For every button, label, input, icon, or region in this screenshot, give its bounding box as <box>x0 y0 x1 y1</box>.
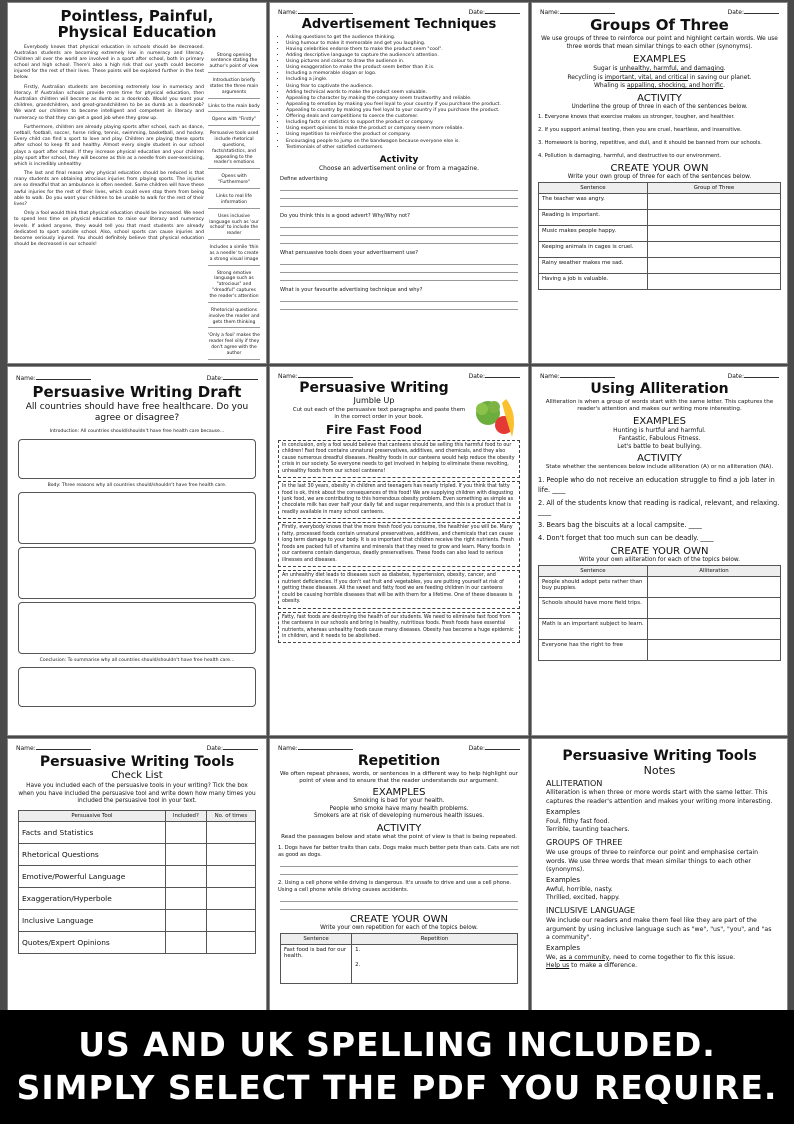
activity-title: ACTIVITY <box>637 92 682 104</box>
body-box-1[interactable] <box>18 492 256 544</box>
paragraph-strips <box>270 440 528 644</box>
name-field[interactable] <box>298 377 353 378</box>
sentence-1: 1. People who do not receive an education struggle to find a job later in life. ____ <box>538 476 775 494</box>
examples-title: EXAMPLES <box>372 787 426 799</box>
table-row <box>539 257 781 273</box>
text-heading: Fire Fast Food <box>326 422 422 437</box>
section-heading: GROUPS OF THREE <box>546 838 623 848</box>
intro-text: We use groups of three to reinforce our point and highlight certain words. We use three words that mean similar things to each other (synonyms). <box>541 35 778 50</box>
list-item: • Using expert opinions to make the product or company seem more reliable. <box>286 126 528 132</box>
list-item: • Having celebrities endorse them to make the product seem "cool". <box>286 47 528 53</box>
name-label: Name: <box>16 745 36 752</box>
date-label: Date: <box>206 745 223 752</box>
name-field[interactable] <box>560 377 615 378</box>
times-field[interactable] <box>206 844 255 866</box>
column-header: Persuasive Tool <box>19 811 166 822</box>
list-item: • Using pictures and colour to draw the audience in. <box>286 59 528 65</box>
margin-note: Links to the main body <box>208 104 260 113</box>
times-field[interactable] <box>206 932 255 954</box>
answer-cell[interactable] <box>647 225 780 241</box>
date-label: Date: <box>468 745 485 752</box>
example-3: Let's battle to beat bullying. <box>617 442 702 450</box>
example-text: . <box>723 82 725 90</box>
margin-note: Strong emotive language such as "atrocious" and "dreadful" captures the reader's attention <box>208 271 260 303</box>
page-title: Repetition <box>357 753 441 769</box>
table-cell: Math is an important subject to learn. <box>539 618 648 639</box>
promo-banner <box>0 1010 794 1124</box>
answer-cell[interactable] <box>647 257 780 273</box>
date-label: Date: <box>468 373 485 380</box>
page-title: Pointless, Painful, Physical Education <box>57 7 217 41</box>
answer-line[interactable] <box>280 273 518 281</box>
list-item: • Using fear to captivate the audience. <box>286 84 528 90</box>
answer-cell[interactable] <box>647 209 780 225</box>
times-field[interactable] <box>206 888 255 910</box>
list-item: • Testimonials of other satisfied customers. <box>286 145 528 151</box>
name-field[interactable] <box>36 379 91 380</box>
question-4: What is your favourite advertising technique and why? <box>280 286 423 293</box>
body-box-3[interactable] <box>18 602 256 654</box>
date-field[interactable] <box>485 749 520 750</box>
section-text: We include our readers and make them feel like they are part of the argument by using inclusive language such as "we", "us", "you", and "as a community". <box>546 917 772 941</box>
line-number: 2. <box>355 962 361 969</box>
answer-line[interactable] <box>280 902 518 910</box>
paragraph-strip[interactable]: Fatty, fast foods are destroying the health of our students. We need to eliminate fast food from the canteens in our schools and bring in healthy, nutritious foods. Fresh foods have essential nutrients, whereas unhealthy foods cause many diseases. Obesity has become a huge epidemic in children, and it needs to be abolished. <box>278 612 520 644</box>
list-item: • Including a jingle. <box>286 77 528 83</box>
name-date-bar <box>270 373 528 380</box>
answer-cell[interactable] <box>647 597 780 618</box>
page-subtitle: Notes <box>643 763 676 777</box>
intro-text: Alliteration is when a group of words start with the same letter. This captures the reader's attention and makes our writing more interesting. <box>545 398 774 413</box>
paragraph-strip[interactable]: In conclusion, only a fool would believe that canteens should be selling this harmful food to our children! Fast food contains unnatural preservatives, additives, and chemicals, and they also cause numerous dreadful diseases. Healthy foods in our canteens would help reduce the obesity crisis in our society. So everyone needs to get involved in helping to eliminate these revolting, unhealthy foods from our school canteens! <box>278 440 520 478</box>
example-2: People who smoke have many health problems. <box>329 805 469 812</box>
page-jumble-up <box>270 367 528 735</box>
answer-line[interactable] <box>280 859 518 867</box>
paragraph-strip[interactable]: Firstly, everybody knows that the more fresh food you consume, the healthier you will be. Many fatty, processed foods contain unnatural preservatives, additives, and chemicals that can cause long term damage to your body. It is so important that children receive the right nutrients. Fresh foods are packed full of vitamins and minerals that they need to grow and learn. Many foods in our canteens contain dangerous, deadly preservatives. These foods can also lead to serious illnesses and diseases. <box>278 522 520 567</box>
repetition-table <box>280 933 518 984</box>
conclusion-label: Conclusion: To summarise why all countries should/shouldn't have free health care... <box>39 657 235 663</box>
table-row <box>539 576 781 597</box>
section-text: We use groups of three to reinforce our point and emphasise certain words. We use three words that mean similar things to each other (synonyms). <box>546 849 759 873</box>
paragraph: Firstly, Australian students are becoming extremely low in numeracy and literacy. If Australian schools provide more time for physical education, then Australian children will become as dumb as a doorknob. Would you want your children, grandchildren, and great-grandchildren to be as dumb as a doorknob? We want our children to become intelligent and competent in literacy and numeracy so that they can get a good job when they grow up. <box>14 84 204 121</box>
name-field[interactable] <box>560 13 615 14</box>
example-text: Whaling is <box>594 82 627 90</box>
table-cell: The teacher was angry. <box>539 193 648 209</box>
intro-label: Introduction: All countries should/shouldn't have free health care because... <box>49 429 225 435</box>
table-row <box>19 866 256 888</box>
examples-label: Examples <box>546 808 581 817</box>
example-underlined: important, vital, and critical <box>604 73 689 81</box>
table-cell: Exaggeration/Hyperbole <box>19 888 166 910</box>
table-row <box>19 932 256 954</box>
example: Terrible, taunting teachers. <box>546 826 630 833</box>
intro-box[interactable] <box>18 439 256 479</box>
intro-text: Have you included each of the persuasive tools in your writing? Tick the box when you have included the persuasive tool and write down how many times you included the persuasive tool in your text. <box>18 782 256 805</box>
examples-label: Examples <box>546 876 581 885</box>
times-field[interactable] <box>206 910 255 932</box>
answer-line[interactable] <box>280 236 518 244</box>
conclusion-box[interactable] <box>18 667 256 707</box>
name-label: Name: <box>540 373 560 380</box>
answer-line[interactable] <box>280 867 518 875</box>
page-subtitle: Check List <box>111 769 163 781</box>
name-date-bar <box>270 9 528 16</box>
example-text: Recycling is <box>567 73 605 81</box>
margin-note: Rhetorical questions involve the reader and gets them thinking <box>208 308 260 329</box>
section-text: Alliteration is when three or more words start with the same letter. This captures the reader's attention and makes your writing more interesting. <box>546 789 773 805</box>
answer-cell[interactable] <box>352 945 518 984</box>
group-of-three-table <box>538 182 781 290</box>
name-date-bar <box>8 745 266 752</box>
answer-cell[interactable] <box>647 639 780 660</box>
date-label: Date: <box>206 375 223 382</box>
name-label: Name: <box>16 375 36 382</box>
list-item: • Using humour to make it memorable and get you laughing. <box>286 41 528 47</box>
table-cell: Fast food is bad for our health. <box>281 945 352 984</box>
margin-note: 'Only a fool' makes the reader feel silly if they don't agree with the author <box>208 333 260 359</box>
instructions: Cut out each of the persuasive text paragraphs and paste them in the correct order in your book. <box>292 406 466 420</box>
list-item: • Using repetition to reinforce the product or company. <box>286 132 528 138</box>
table-row <box>539 597 781 618</box>
name-date-bar <box>532 373 787 380</box>
answer-line[interactable] <box>280 257 518 265</box>
included-checkbox[interactable] <box>165 822 206 844</box>
answer-line[interactable] <box>280 265 518 273</box>
page-advertisement-techniques <box>270 3 528 363</box>
table-row <box>539 193 781 209</box>
date-label: Date: <box>727 9 744 16</box>
column-header: Sentence <box>539 182 648 193</box>
table-row <box>19 822 256 844</box>
margin-note: Links to real life information <box>208 194 260 209</box>
example: Thrilled, excited, happy. <box>546 894 620 902</box>
section-heading: ALLITERATION <box>546 778 603 788</box>
page-subtitle: Jumble Up <box>353 395 395 405</box>
margin-note: Persuasive tools used include rhetorical questions, facts/statistics, and appealing to the reader's emotions <box>208 131 260 169</box>
example-underlined: Help us <box>546 962 570 970</box>
answer-cell[interactable] <box>647 241 780 257</box>
table-row <box>539 273 781 289</box>
margin-notes <box>208 53 260 364</box>
name-field[interactable] <box>298 749 353 750</box>
page-title: Persuasive Writing Draft <box>32 383 242 401</box>
create-text: Write your own group of three for each of the sentences below. <box>567 173 752 180</box>
activity-title: Activity <box>379 154 419 165</box>
example-2: Fantastic, Fabulous Fitness. <box>618 434 701 442</box>
examples-title: EXAMPLES <box>633 415 686 427</box>
answer-cell[interactable] <box>647 273 780 289</box>
column-header: Sentence <box>539 565 648 576</box>
table-row <box>539 241 781 257</box>
table-cell: Keeping animals in cages is cruel. <box>539 241 648 257</box>
list-item: • Appealing to emotion by making you feel loyal to your country if you purchase the product. <box>286 102 528 108</box>
answer-line[interactable] <box>280 191 518 199</box>
table-cell: Inclusive Language <box>19 910 166 932</box>
answer-line[interactable] <box>280 302 518 310</box>
example: Awful, horrible, nasty. <box>546 885 613 893</box>
create-text: Write your own alliteration for each of the topics below. <box>579 556 740 563</box>
examples-title: EXAMPLES <box>633 54 686 66</box>
table-row <box>539 639 781 660</box>
section-heading: INCLUSIVE LANGUAGE <box>546 906 636 916</box>
list-item: • Offering deals and competitions to coerce the customer. <box>286 114 528 120</box>
table-row <box>539 618 781 639</box>
vegetables-icon <box>472 393 522 443</box>
answer-line[interactable] <box>280 228 518 236</box>
sentence-2: 2. If you support animal testing, then you are cruel, heartless, and insensitive. <box>538 126 742 133</box>
page-title: Groups Of Three <box>590 16 729 34</box>
table-cell: Rainy weather makes me sad. <box>539 257 648 273</box>
question-2: Do you think this is a good advert? Why/Why not? <box>280 212 410 219</box>
examples-label: Examples <box>546 944 581 953</box>
activity-title: ACTIVITY <box>376 822 422 834</box>
list-item: • Using exaggeration to make the product seem better than it is. <box>286 65 528 71</box>
example-1: Smoking is bad for your health. <box>353 798 445 805</box>
alliteration-table <box>538 565 781 661</box>
example-1: Hunting is hurtful and harmful. <box>613 426 706 434</box>
page-title: Persuasive Writing Tools <box>39 754 235 770</box>
page-title: Persuasive Writing <box>299 380 449 396</box>
prompt: All countries should have free healthcare. Do you agree or disagree? <box>25 401 249 423</box>
date-field[interactable] <box>485 377 520 378</box>
name-label: Name: <box>278 373 298 380</box>
answer-line[interactable] <box>280 183 518 191</box>
included-checkbox[interactable] <box>165 866 206 888</box>
example-underlined: as a community <box>559 953 610 961</box>
paragraph: Furthermore, children are already playing sports after school, such as dance, netball, football, soccer, horse riding, tennis, swimming, basketball, and hockey. Every child can find a sport to love and play. Children are playing these sports after school to keep fit and healthy. Almost every single student in our school plays a sport after school. If they increase physical education and your children play sport after school, they will become as thin as a needle from over-exercising, which is incredibly unhealthy. <box>14 124 204 167</box>
page-persuasive-draft <box>8 367 266 735</box>
margin-note: Uses inclusive language such as 'our school' to include the reader <box>208 214 260 240</box>
page-repetition <box>270 739 528 1019</box>
date-field[interactable] <box>223 749 258 750</box>
example-2 <box>532 74 787 82</box>
list-item: • Adding technical words to make the product seem valuable. <box>286 90 528 96</box>
page-title: Persuasive Writing Tools <box>562 748 757 764</box>
name-label: Name: <box>540 9 560 16</box>
table-cell: Reading is important. <box>539 209 648 225</box>
times-field[interactable] <box>206 866 255 888</box>
name-field[interactable] <box>36 749 91 750</box>
table-cell: Emotive/Powerful Language <box>19 866 166 888</box>
line-number: 1. <box>355 947 361 954</box>
answer-cell[interactable] <box>647 618 780 639</box>
table-row <box>539 225 781 241</box>
margin-note: Opens with "Firstly" <box>208 117 260 126</box>
name-date-bar <box>532 9 787 16</box>
activity-text: Read the passages below and state what the point of view is that is being repeated. <box>281 833 517 840</box>
page-physical-education <box>8 3 266 363</box>
included-checkbox[interactable] <box>165 888 206 910</box>
table-cell: Everyone has the right to free <box>539 639 648 660</box>
create-title: CREATE YOUR OWN <box>349 914 449 926</box>
create-text: Write your own repetition for each of the topics below. <box>320 925 478 932</box>
table-cell: People should adopt pets rather than buy puppies. <box>539 576 648 597</box>
name-date-bar <box>270 745 528 752</box>
column-header: Alliteration <box>647 565 780 576</box>
sentence-4: 4. Pollution is damaging, harmful, and destructive to our environment. <box>538 152 722 159</box>
list-item: • Asking questions to get the audience thinking. <box>286 35 528 41</box>
table-cell: Rhetorical Questions <box>19 844 166 866</box>
answer-line[interactable] <box>280 199 518 207</box>
example-text: Sugar is <box>593 65 620 73</box>
example-text: to make a difference. <box>569 962 638 970</box>
name-date-bar <box>8 375 266 382</box>
table-cell: Quotes/Expert Opinions <box>19 932 166 954</box>
column-header: Included? <box>165 811 206 822</box>
sentence-2: 2. All of the students know that reading is radical, relevant, and relaxing. ____ <box>538 498 780 516</box>
technique-list <box>270 35 528 151</box>
table-row <box>19 844 256 866</box>
margin-note: Introduction briefly states the three main arguments <box>208 78 260 99</box>
create-title: CREATE YOUR OWN <box>610 162 709 174</box>
column-header: Repetition <box>352 934 518 945</box>
example-3: Smokers are at risk of developing numerous health issues. <box>313 813 485 820</box>
page-check-list <box>8 739 266 1019</box>
included-checkbox[interactable] <box>165 932 206 954</box>
example-underlined: appalling, shocking, and horrific <box>626 82 724 90</box>
date-field[interactable] <box>223 379 258 380</box>
list-item: • Adding descriptive language to capture the audience's attention. <box>286 53 528 59</box>
body-box-2[interactable] <box>18 547 256 599</box>
date-field[interactable] <box>744 377 779 378</box>
margin-note: Opens with "Furthermore" <box>208 174 260 189</box>
passage-1: 1. Dogs have far better traits than cats. Dogs make much better pets than cats. Cats are not as good as dogs. <box>278 845 520 859</box>
example-text: in saving our planet. <box>688 73 752 81</box>
example <box>546 962 773 970</box>
table-cell: Having a job is valuable. <box>539 273 648 289</box>
example: Foul, filthy fast food. <box>546 817 610 825</box>
table-cell: Facts and Statistics <box>19 822 166 844</box>
sentence-3: 3. Homework is boring, repetitive, and dull, and it should be banned from our schools. <box>538 139 762 146</box>
table-row <box>539 209 781 225</box>
list-item: • Appealing to country by making you feel loyal to your country if you purchase the product. <box>286 108 528 114</box>
answer-cell[interactable] <box>647 193 780 209</box>
banner-line-1: US AND UK SPELLING INCLUDED. <box>78 1025 716 1064</box>
date-field[interactable] <box>485 13 520 14</box>
sentence-1: 1. Everyone knows that exercise makes us stronger, tougher, and healthier. <box>538 113 735 120</box>
answer-line[interactable] <box>280 894 518 902</box>
name-label: Name: <box>278 745 298 752</box>
answer-line[interactable] <box>280 220 518 228</box>
date-field[interactable] <box>744 13 779 14</box>
activity-title: ACTIVITY <box>637 453 682 465</box>
example-3 <box>532 82 787 90</box>
paragraph: The last and final reason why physical education should be reduced is that many students are obtaining atrocious injuries from playing sports. The injuries are so dreadful that an ambulance is often needed. Some children will have these awful injuries for the rest of their lives, which could even stop them from being able to walk. Do you want your children to be unable to walk for the rest of their lives? <box>14 171 204 207</box>
margin-note: Strong opening sentence stating the author's point of view <box>208 53 260 74</box>
list-item: • Encouraging people to jump on the bandwagon because everyone else is. <box>286 139 528 145</box>
page-groups-of-three <box>532 3 787 363</box>
table-cell: Schools should have more field trips. <box>539 597 648 618</box>
page-title: Advertisement Techniques <box>301 17 497 32</box>
page-tools-notes <box>532 739 787 1019</box>
checklist-table <box>18 810 256 954</box>
question-1: Define advertising <box>280 175 328 182</box>
activity-text: Underline the group of three in each of the sentences below. <box>571 103 748 110</box>
column-header: Sentence <box>281 934 352 945</box>
list-item: • Including facts or statistics to support the product or company. <box>286 120 528 126</box>
table-row <box>281 945 518 984</box>
date-label: Date: <box>468 9 485 16</box>
question-3: What persuasive tools does your advertisement use? <box>280 249 419 256</box>
name-label: Name: <box>278 9 298 16</box>
example-text: . <box>723 65 726 73</box>
sentence-4: 4. Don't forget that too much sun can be deadly. ____ <box>538 534 714 543</box>
column-header: No. of times <box>206 811 255 822</box>
paragraph-strip[interactable]: An unhealthy diet leads to diseases such as diabetes, hypertension, obesity, cancer, and nutrient deficiencies. If you don't eat fruit and vegetables, you are putting yourself at risk of getting these diseases. All the sweet and fatty food we are feeding children in our canteens could be causing horrible diseases that will be with them for a lifetime. One of these diseases is obesity. <box>278 570 520 608</box>
table-cell: Music makes people happy. <box>539 225 648 241</box>
list-item: • Appealing to character by making the company seem trustworthy and reliable. <box>286 96 528 102</box>
included-checkbox[interactable] <box>165 844 206 866</box>
column-header: Group of Three <box>647 182 780 193</box>
answer-cell[interactable] <box>647 576 780 597</box>
date-label: Date: <box>727 373 744 380</box>
name-field[interactable] <box>298 13 353 14</box>
banner-line-2: SIMPLY SELECT THE PDF YOU REQUIRE. <box>16 1067 778 1107</box>
paragraph: Everybody knows that physical education in schools should be decreased. Australian students are becoming extremely low in numeracy and literacy. Children all over the world are involved in a sport after school, both in primary school and high school. There's also a high risk that our youth could become injured for the rest of their lives. These points will be explored further in the text below. <box>14 44 204 81</box>
example-text: We, <box>546 953 560 961</box>
table-row <box>19 888 256 910</box>
example <box>546 954 773 962</box>
list-item: • Including a memorable slogan or logo. <box>286 71 528 77</box>
activity-text: State whether the sentences below include alliteration (A) or no alliteration (NA). <box>545 464 774 471</box>
page-using-alliteration <box>532 367 787 735</box>
answer-line[interactable] <box>280 294 518 302</box>
passage-2: 2. Using a cell phone while driving is dangerous. It's unsafe to drive and use a cell phone. Using a cell phone while driving causes accidents. <box>278 880 512 894</box>
included-checkbox[interactable] <box>165 910 206 932</box>
activity-text: Choose an advertisement online or from a magazine. <box>318 164 479 172</box>
times-field[interactable] <box>206 822 255 844</box>
example-1 <box>532 65 787 73</box>
page-title: Using Alliteration <box>590 381 729 397</box>
body-label: Body: Three reasons why all countries should/shouldn't have free health care. <box>47 482 227 488</box>
paragraph: Only a fool would think that physical education should be increased. We need to spend less time on physical education to raise our literacy and numeracy levels. If asked anyone, they would tell you that most students are already dedicated to sport outside school. Also, school sports can cause injuries and become seriously injured. You should definitely believe that physical education should be decreased in our schools! <box>14 211 204 248</box>
table-row <box>19 910 256 932</box>
create-title: CREATE YOUR OWN <box>610 545 709 557</box>
intro-text: We often repeat phrases, words, or sentences in a different way to help highlight our point of view and to ensure that the reader understands our argument. <box>280 770 518 784</box>
example-text: , need to come together to fix this issue. <box>609 953 736 961</box>
sentence-3: 3. Bears bag the biscuits at a local campsite. ____ <box>538 521 702 530</box>
example-underlined: unhealthy, harmful, and damaging <box>619 65 724 73</box>
margin-note: Includes a simile 'thin as a needle' to create a strong visual image <box>208 245 260 266</box>
paragraph-strip[interactable]: In the last 30 years, obesity in children and teenagers has nearly tripled. If you think that fatty food is ok, think about the consequences of this food! We are supplying children with disgusting junk food, we are contributing to this horrendous obesity problem. Even something as simple as chocolate milk has over half your daily fat and sugar requirements, and this is a product that is readily available in many school canteens. <box>278 481 520 519</box>
